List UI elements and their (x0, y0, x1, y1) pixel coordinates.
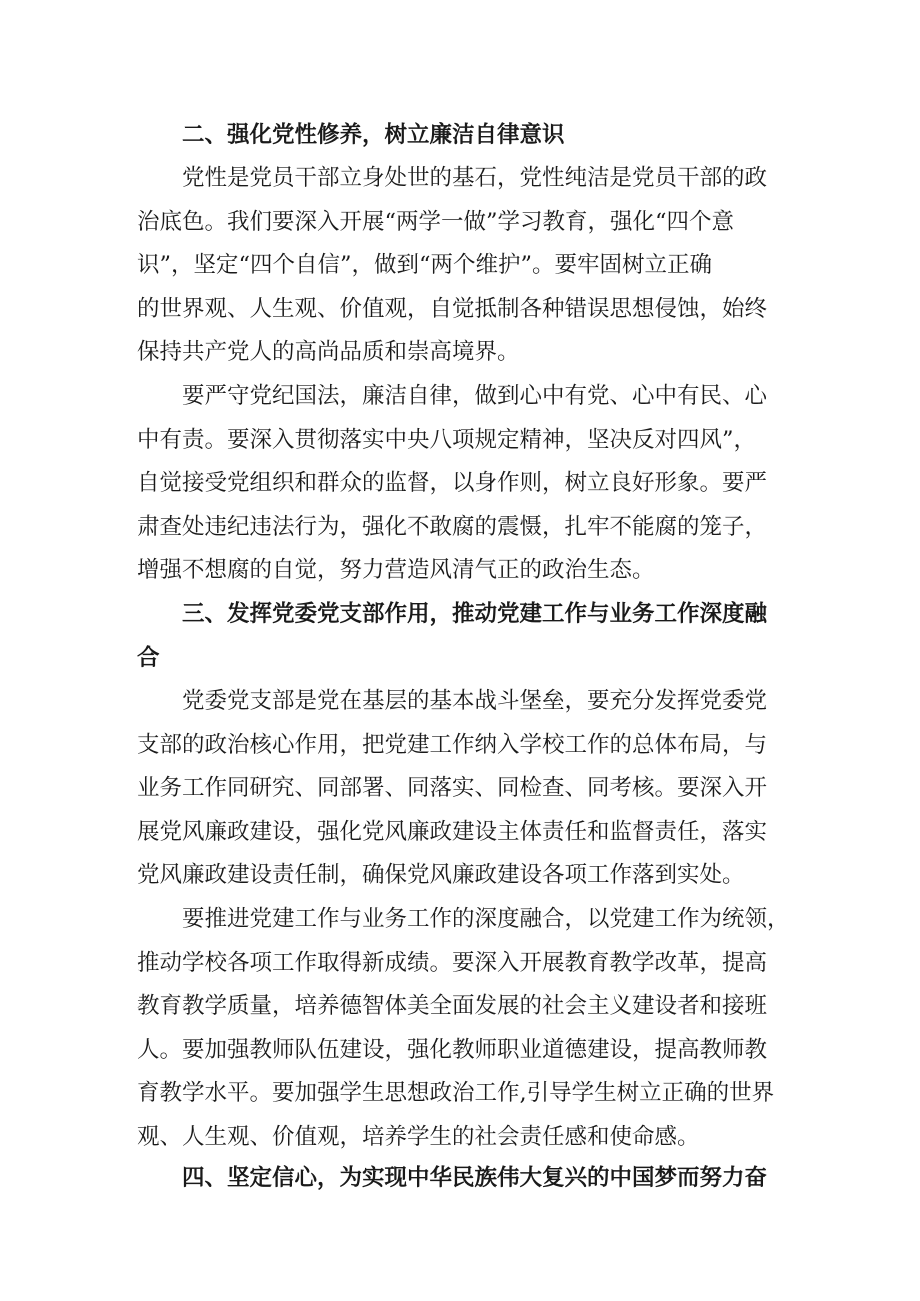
paragraph-line: 的世界观、人生观、价值观，自觉抵制各种错误思想侵蚀，始终 (137, 295, 768, 322)
paragraph-line: 党风廉政建设责任制，确保党风廉政建设各项工作落到实处。 (137, 862, 745, 888)
paragraph-line: 治底色。我们要深入开展“两学一做”学习教育，强化“四个意 (137, 208, 735, 235)
section-3-heading (137, 593, 797, 680)
paragraph-line: 教育教学质量，培养德智体美全面发展的社会主义建设者和接班 (137, 993, 768, 1019)
heading-line: 合 (137, 644, 160, 671)
paragraph-line: 中有责。要深入贯彻落实中央八项规定精神，坚决反对四风”， (137, 426, 757, 453)
paragraph-line: 观、人生观、价值观，培养学生的社会责任感和使命感。 (137, 1123, 700, 1150)
section-2-paragraph-1 (137, 157, 797, 375)
paragraph-line: 识”，坚定“四个自信”，做到“两个维护”。要牢固树立正确 (137, 252, 713, 278)
paragraph-line: 推动学校各项工作取得新成绩。要深入开展教育教学改革，提高 (137, 949, 768, 976)
paragraph-line: 要推进党建工作与业务工作的深度融合，以党建工作为统领， (182, 906, 790, 932)
paragraph-line: 要严守党纪国法，廉洁自律，做到心中有党、心中有民、心 (182, 383, 768, 409)
paragraph-line: 增强不想腐的自觉，努力营造风清气正的政治生态。 (137, 557, 655, 583)
heading-line: 四、坚定信心，为实现中华民族伟大复兴的中国梦而努力奋 (182, 1165, 768, 1191)
paragraph-line: 自觉接受党组织和群众的监督，以身作则，树立良好形象。要严 (137, 470, 768, 496)
section-3-paragraph-2 (137, 898, 797, 1159)
heading-line: 二、强化党性修养，树立廉洁自律意识 (182, 122, 565, 148)
paragraph-line: 育教学水平。要加强学生思想政治工作,引导学生树立正确的世界 (137, 1080, 775, 1106)
section-2-paragraph-2 (137, 375, 797, 593)
paragraph-line: 肃查处违纪违法行为，强化不敢腐的震慑，扎牢不能腐的笼子， (137, 513, 768, 540)
section-4-heading (137, 1157, 797, 1201)
paragraph-line: 业务工作同研究、同部署、同落实、同检查、同考核。要深入开 (137, 775, 768, 801)
paragraph-line: 党性是党员干部立身处世的基石，党性纯洁是党员干部的政 (182, 165, 768, 191)
paragraph-line: 保持共产党人的高尚品质和崇高境界。 (137, 339, 520, 365)
paragraph-line: 展党风廉政建设，强化党风廉政建设主体责任和监督责任，落实 (137, 818, 768, 845)
paragraph-line: 党委党支部是党在基层的基本战斗堡垒，要充分发挥党委党 (182, 688, 768, 714)
paragraph-line: 支部的政治核心作用，把党建工作纳入学校工作的总体布局，与 (137, 731, 768, 758)
section-2-heading (137, 114, 842, 158)
section-3-paragraph-1 (137, 680, 797, 898)
paragraph-line: 人。要加强教师队伍建设，强化教师职业道德建设，提高教师教 (137, 1036, 768, 1063)
heading-line: 三、发挥党委党支部作用，推动党建工作与业务工作深度融 (182, 601, 768, 627)
